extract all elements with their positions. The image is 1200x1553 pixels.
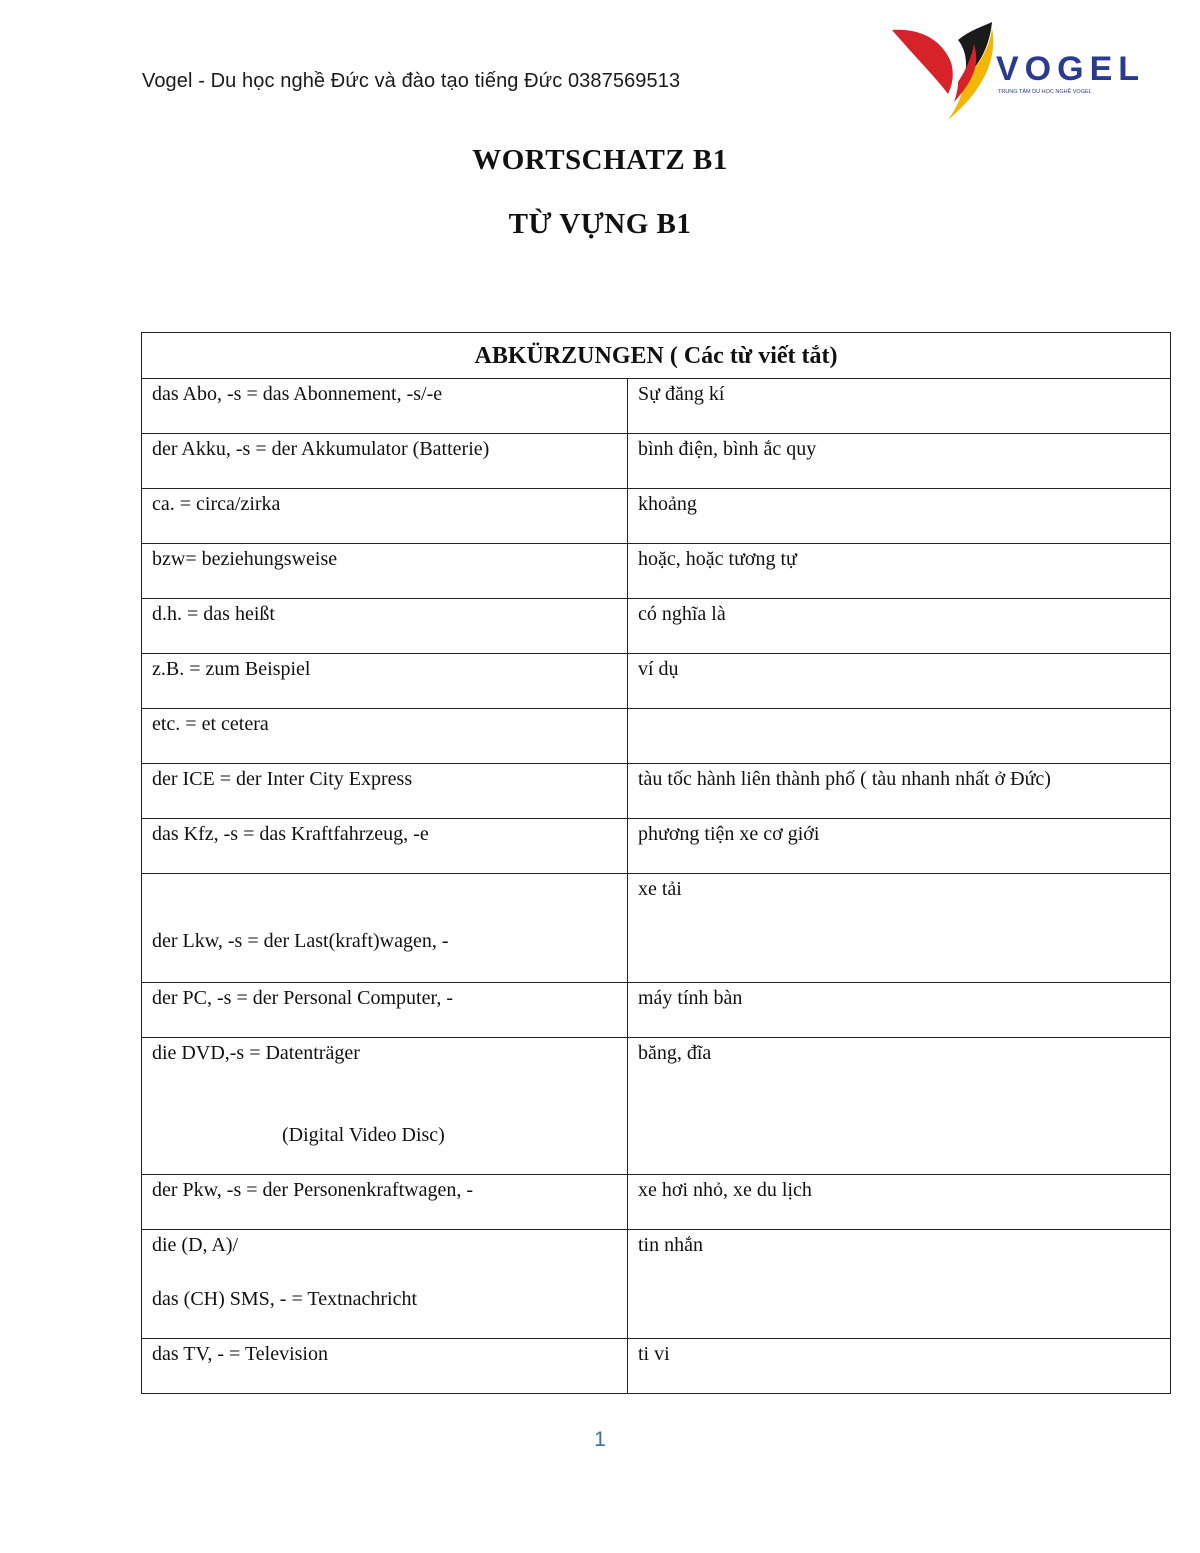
vietnamese-cell: băng, đĩa	[628, 1038, 1171, 1175]
vietnamese-cell	[628, 709, 1171, 764]
german-cell	[142, 1230, 628, 1339]
vietnamese-cell: tin nhắn	[628, 1230, 1171, 1339]
table-heading: ABKÜRZUNGEN ( Các từ viết tắt)	[142, 333, 1171, 379]
table-row	[142, 983, 1171, 1038]
table-row	[142, 819, 1171, 874]
header-text: Vogel - Du học nghề Đức và đào tạo tiếng Đức 0387569513	[142, 70, 681, 92]
table-row	[142, 1175, 1171, 1230]
vietnamese-cell: Sự đăng kí	[628, 379, 1171, 434]
vietnamese-cell: phương tiện xe cơ giới	[628, 819, 1171, 874]
table-row	[142, 599, 1171, 654]
german-cell: ca. = circa/zirka	[142, 489, 628, 544]
abbreviations-table	[141, 332, 1171, 1394]
table-row	[142, 874, 1171, 983]
german-cell: z.B. = zum Beispiel	[142, 654, 628, 709]
table-row	[142, 434, 1171, 489]
german-cell: das TV, - = Television	[142, 1339, 628, 1394]
german-cell: d.h. = das heißt	[142, 599, 628, 654]
german-text: die DVD,-s = Datenträger	[152, 1042, 360, 1064]
page-number: 1	[594, 1428, 606, 1451]
table-row	[142, 709, 1171, 764]
german-cell: der ICE = der Inter City Express	[142, 764, 628, 819]
vogel-logo	[888, 20, 1146, 124]
vietnamese-cell: ti vi	[628, 1339, 1171, 1394]
german-cell: der PC, -s = der Personal Computer, -	[142, 983, 628, 1038]
german-cell: bzw= beziehungsweise	[142, 544, 628, 599]
german-cell: der Pkw, -s = der Personenkraftwagen, -	[142, 1175, 628, 1230]
german-text-extra: (Digital Video Disc)	[282, 1124, 445, 1146]
table-row	[142, 544, 1171, 599]
german-text: der Lkw, -s = der Last(kraft)wagen, -	[152, 930, 449, 952]
german-cell: der Akku, -s = der Akkumulator (Batterie)	[142, 434, 628, 489]
german-cell	[142, 874, 628, 983]
table-row	[142, 1230, 1171, 1339]
vietnamese-cell: ví dụ	[628, 654, 1171, 709]
table-row	[142, 1339, 1171, 1394]
vietnamese-cell: hoặc, hoặc tương tự	[628, 544, 1171, 599]
table-row	[142, 654, 1171, 709]
table-header-row	[142, 333, 1171, 379]
german-text-extra: das (CH) SMS, - = Textnachricht	[152, 1288, 418, 1310]
vietnamese-cell: xe tải	[628, 874, 1171, 983]
table-row	[142, 489, 1171, 544]
table-row	[142, 1038, 1171, 1175]
table-row	[142, 764, 1171, 819]
german-text: die (D, A)/	[152, 1234, 239, 1256]
table-row	[142, 379, 1171, 434]
logo-wordmark: VOGEL	[996, 50, 1146, 88]
logo-tagline: TRUNG TÂM DU HỌC NGHỀ VOGEL	[998, 89, 1092, 95]
german-cell: etc. = et cetera	[142, 709, 628, 764]
title-vietnamese: TỪ VỰNG B1	[508, 208, 692, 240]
vietnamese-cell: máy tính bàn	[628, 983, 1171, 1038]
vietnamese-cell: tàu tốc hành liên thành phố ( tàu nhanh nhất ở Đức)	[628, 764, 1171, 819]
german-cell	[142, 1038, 628, 1175]
title-german: WORTSCHATZ B1	[472, 144, 728, 176]
german-cell: das Abo, -s = das Abonnement, -s/-e	[142, 379, 628, 434]
vietnamese-cell: xe hơi nhỏ, xe du lịch	[628, 1175, 1171, 1230]
vietnamese-cell: bình điện, bình ắc quy	[628, 434, 1171, 489]
vietnamese-cell: khoảng	[628, 489, 1171, 544]
german-cell: das Kfz, -s = das Kraftfahrzeug, -e	[142, 819, 628, 874]
vietnamese-cell: có nghĩa là	[628, 599, 1171, 654]
